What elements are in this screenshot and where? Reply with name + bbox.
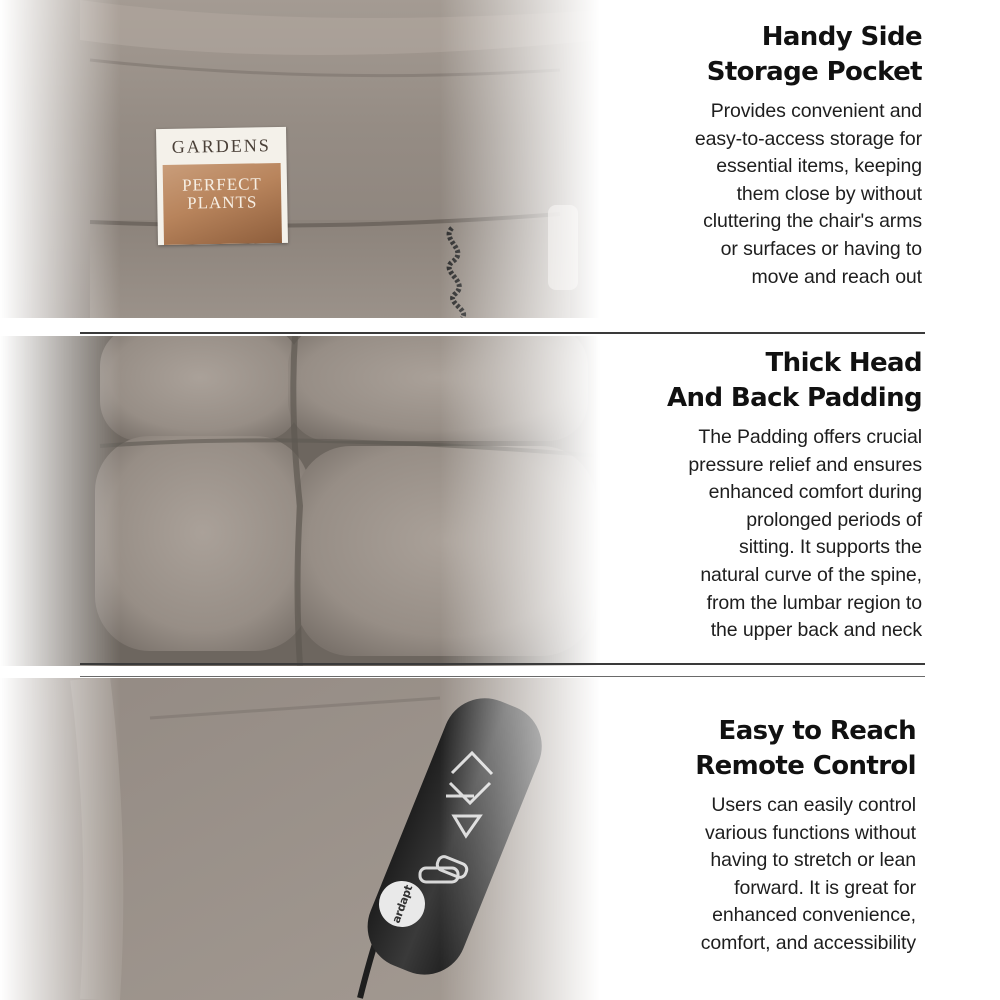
feature-title-line: Storage Pocket bbox=[706, 57, 922, 87]
description-line: The Padding offers crucial bbox=[698, 426, 922, 448]
description-line: easy-to-access storage for bbox=[694, 127, 922, 150]
description-line: them close by without bbox=[736, 182, 922, 205]
section-divider bbox=[80, 676, 925, 677]
description-line: comfort, and accessibility bbox=[700, 931, 916, 954]
feature-back-padding bbox=[562, 346, 922, 645]
description-line: forward. It is great for bbox=[734, 876, 916, 899]
feature-title bbox=[562, 20, 922, 90]
description-line: essential items, keeping bbox=[716, 155, 922, 178]
remote-control-photo bbox=[0, 678, 600, 1000]
description-line: various functions without bbox=[704, 821, 916, 844]
description-line: having to stretch or lean bbox=[710, 849, 916, 872]
remote-brand-logo: ardapt bbox=[373, 875, 432, 934]
description-line: sitting. It supports the bbox=[739, 536, 922, 559]
magazine-subtitle-line: PERFECT bbox=[181, 174, 263, 195]
magazine-subtitle-line: PLANTS bbox=[187, 192, 258, 213]
feature-title bbox=[562, 346, 922, 416]
back-padding-photo bbox=[0, 336, 600, 666]
description-line: move and reach out bbox=[751, 265, 922, 288]
feature-description bbox=[562, 424, 922, 645]
feature-title-line: Remote Control bbox=[695, 751, 916, 781]
description-line: Provides convenient and bbox=[710, 100, 922, 122]
feature-description bbox=[556, 792, 916, 958]
section-divider bbox=[80, 663, 925, 665]
magazine-title: GARDENS bbox=[171, 135, 271, 157]
feature-remote-control bbox=[556, 714, 916, 958]
description-line: from the lumbar region to bbox=[706, 591, 922, 614]
feature-title-line: Easy to Reach bbox=[718, 716, 916, 746]
description-line: pressure relief and ensures bbox=[688, 453, 922, 476]
description-line: enhanced convenience, bbox=[712, 904, 916, 927]
description-line: prolonged periods of bbox=[746, 508, 922, 531]
feature-title-line: And Back Padding bbox=[667, 383, 922, 413]
description-line: cluttering the chair's arms bbox=[703, 210, 922, 233]
description-line: natural curve of the spine, bbox=[700, 563, 922, 586]
description-line: the upper back and neck bbox=[710, 619, 922, 642]
magazine-in-pocket bbox=[156, 127, 288, 245]
description-line: Users can easily control bbox=[711, 794, 916, 816]
storage-pocket-photo bbox=[0, 0, 600, 318]
section-divider bbox=[80, 332, 925, 334]
feature-description bbox=[562, 98, 922, 291]
description-line: enhanced comfort during bbox=[708, 481, 922, 504]
feature-title-line: Handy Side bbox=[761, 22, 922, 52]
description-line: or surfaces or having to bbox=[720, 237, 922, 260]
feature-title-line: Thick Head bbox=[765, 348, 922, 378]
feature-storage-pocket bbox=[562, 20, 922, 291]
feature-title bbox=[556, 714, 916, 784]
